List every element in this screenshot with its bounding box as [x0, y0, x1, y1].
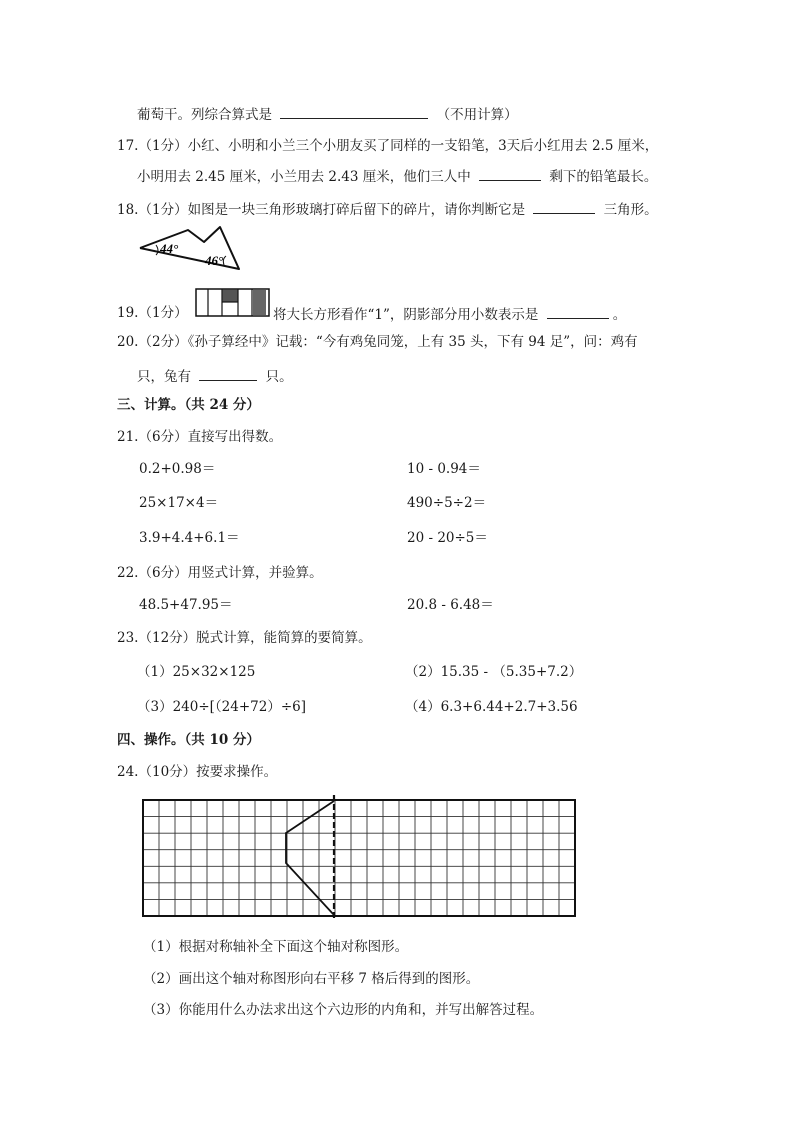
q21-item[interactable]: 25×17×4＝ — [139, 495, 219, 511]
q23-number: 23. — [117, 630, 139, 646]
q21-score: （6分） — [138, 429, 188, 445]
q18-line — [117, 199, 658, 219]
q21-item[interactable]: 20 - 20÷5＝ — [407, 530, 488, 546]
q20-line2 — [137, 366, 293, 386]
q22-text: 用竖式计算，并验算。 — [187, 565, 323, 581]
q17-answer-blank[interactable] — [479, 166, 541, 181]
grid-lines — [143, 800, 575, 916]
q23-line — [117, 629, 372, 647]
q20-text3: 只。 — [265, 369, 293, 385]
q21-item[interactable]: 10 - 0.94＝ — [407, 461, 481, 477]
q19-score: （1分） — [138, 305, 188, 321]
q23-item[interactable]: （3）240÷[（24+72）÷6] — [137, 699, 307, 715]
q24-score: （10分） — [138, 764, 197, 780]
q24-text: 按要求操作。 — [196, 764, 278, 780]
q19-line — [273, 304, 626, 324]
q17-text: 小红、小明和小兰三个小朋友买了同样的一支铅笔，3天后小红用去 2.5 厘米， — [187, 138, 659, 154]
q24-line — [117, 763, 277, 781]
q19-answer-blank[interactable] — [547, 304, 609, 319]
q23-item[interactable]: （2）15.35 - （5.35+7.2） — [405, 664, 583, 680]
q22-item[interactable]: 20.8 - 6.48＝ — [407, 597, 494, 613]
q24-sub1: （1）根据对称轴补全下面这个轴对称图形。 — [143, 939, 409, 955]
glass-fragment-figure — [138, 225, 248, 275]
section3-heading: 三、计算。（共 24 分） — [117, 397, 260, 413]
angle-44-label: 44° — [160, 241, 179, 256]
q19-text: 将大长方形看作“1”，阴影部分用小数表示是 — [273, 307, 539, 323]
q24-number: 24. — [117, 764, 139, 780]
q23-item[interactable]: （4）6.3+6.44+2.7+3.56 — [405, 699, 578, 715]
q21-line — [117, 428, 282, 446]
angle-46-label: 46° — [205, 253, 224, 268]
q17-text3: 剩下的铅笔最长。 — [549, 169, 658, 185]
section4-heading: 四、操作。（共 10 分） — [117, 732, 260, 748]
q20-text: 《孙子算经中》记载：“今有鸡兔同笼，上有 35 头，下有 94 足”，问：鸡有 — [187, 334, 638, 350]
q20-text2: 只，兔有 — [137, 369, 191, 385]
q21-number: 21. — [117, 429, 139, 445]
q18-answer-blank[interactable] — [533, 199, 595, 214]
q23-text: 脱式计算，能简算的要简算。 — [196, 630, 372, 646]
q17-score: （1分） — [138, 138, 188, 154]
q18-text: 如图是一块三角形玻璃打碎后留下的碎片，请你判断它是 — [187, 202, 526, 218]
grid-figure[interactable] — [142, 799, 582, 921]
q20-line1 — [117, 333, 638, 351]
q19-prefix — [117, 304, 188, 322]
q21-item[interactable]: 0.2+0.98＝ — [139, 461, 216, 477]
q18-number: 18. — [117, 202, 139, 218]
q21-item[interactable]: 490÷5÷2＝ — [407, 495, 487, 511]
q24-sub3: （3）你能用什么办法求出这个六边形的内角和，并写出解答过程。 — [143, 1002, 544, 1018]
q22-item[interactable]: 48.5+47.95＝ — [139, 597, 233, 613]
q22-score: （6分） — [138, 565, 188, 581]
q16-answer-blank[interactable] — [280, 104, 428, 119]
q18-text2: 三角形。 — [603, 202, 658, 218]
q17-number: 17. — [117, 138, 139, 154]
q19-number: 19. — [117, 305, 139, 321]
q22-number: 22. — [117, 565, 139, 581]
q17-text2: 小明用去 2.45 厘米，小兰用去 2.43 厘米，他们三人中 — [137, 169, 471, 185]
half-hexagon-shape — [286, 801, 334, 915]
q21-text: 直接写出得数。 — [187, 429, 283, 445]
grid-border — [143, 800, 575, 916]
q20-score: （2分） — [138, 334, 188, 350]
q20-number: 20. — [117, 334, 139, 350]
q24-sub2: （2）画出这个轴对称图形向右平移 7 格后得到的图形。 — [143, 971, 480, 987]
q20-answer-blank[interactable] — [199, 366, 257, 381]
q22-line — [117, 564, 323, 582]
q23-score: （12分） — [138, 630, 197, 646]
q16-tail — [137, 104, 518, 124]
rectangle-figure — [195, 288, 271, 318]
q16-suffix: （不用计算） — [436, 107, 518, 123]
q17-line1 — [117, 137, 658, 155]
q19-text2: 。 — [612, 307, 627, 323]
q17-line2 — [137, 166, 657, 186]
q18-score: （1分） — [138, 202, 188, 218]
q21-item[interactable]: 3.9+4.4+6.1＝ — [139, 530, 240, 546]
q23-item[interactable]: （1）25×32×125 — [137, 664, 256, 680]
q16-text: 葡萄干。列综合算式是 — [137, 107, 272, 123]
